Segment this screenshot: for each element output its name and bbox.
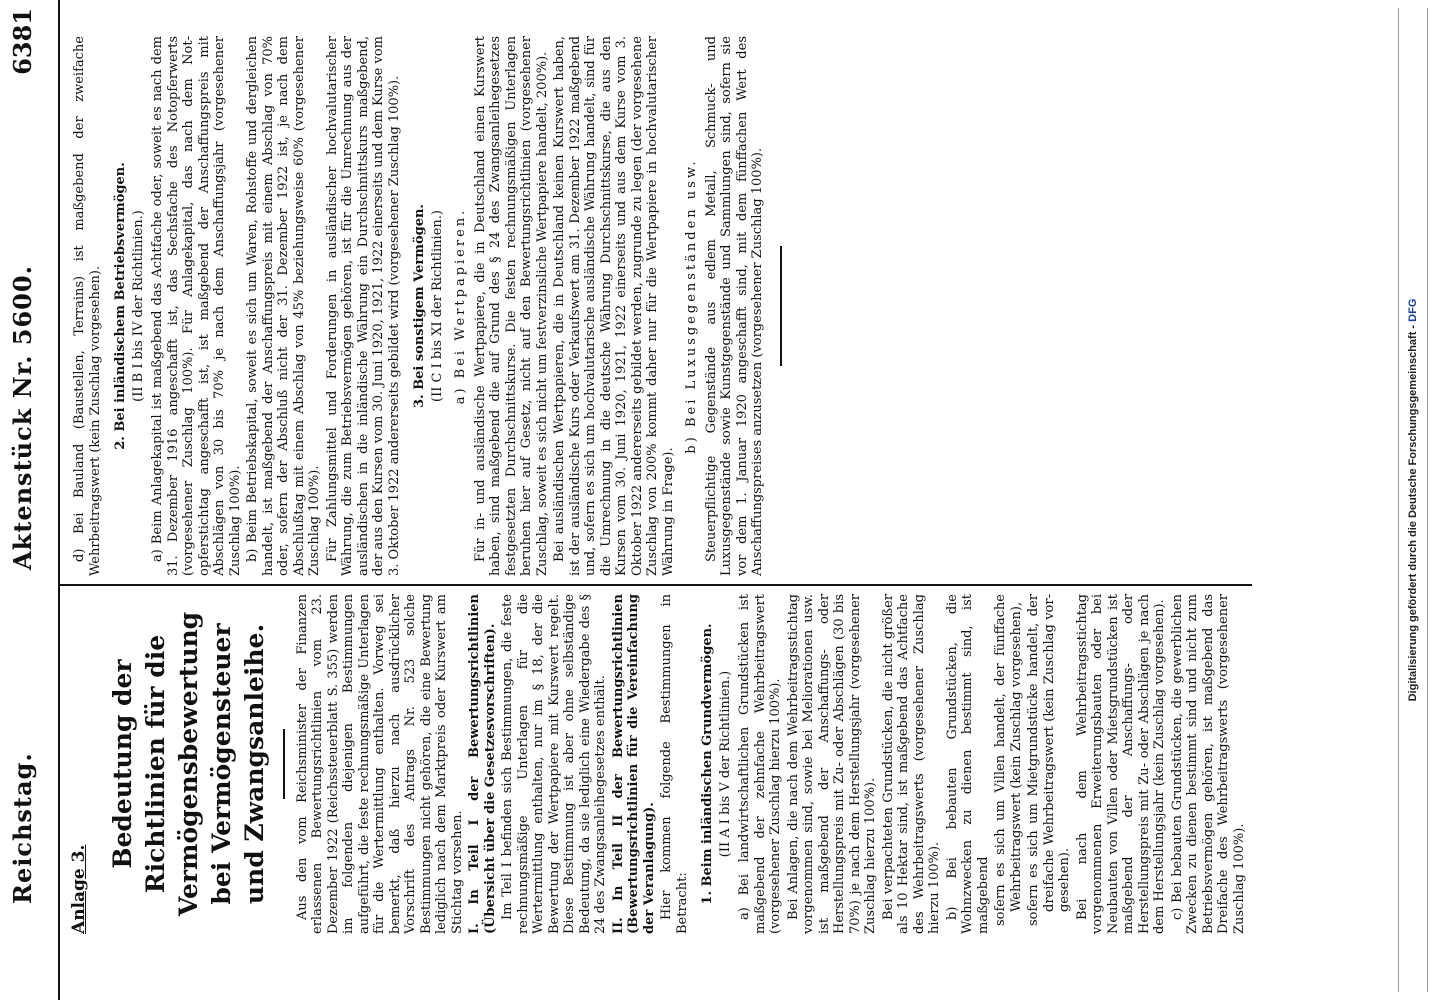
section-1-text: Im Teil I befinden sich Bestimmungen, die feste rechnungsmäßige Unterlagen für die Wertermittlung enthalten, nur im § 18, der die Bewertung der Wertpapiere mit Kurswert regelt. Diese Bestimmung ist aber ohne selbständige Bedeutung, da sie lediglich eine Wiedergabe des § 24 des Zwangsanleihegesetzes enthält. — [500, 594, 608, 934]
subsection-1-ref: (II A I bis V der Richtlinien.) — [717, 670, 733, 858]
subsection-2-heading: 2. Bei inländischem Betriebsvermögen. — [113, 162, 128, 450]
item-b-villas: sofern es sich um Villen handelt, der fünffache Wehrbeitragswert (kein Zuschlag vorgesehen), — [993, 594, 1024, 926]
section-2-heading: II. In Teil II der Bewertungsrichtlinien (Bewertungsrichtlinien für die Vereinfachung der Veranlagung). — [610, 594, 657, 934]
end-divider — [780, 246, 782, 366]
right-column — [72, 36, 796, 576]
column-divider — [60, 584, 1252, 586]
left-column — [69, 594, 1249, 934]
subsection-3-ref: (II C I bis XI der Richtlinien.) — [429, 210, 445, 402]
luxury-heading: b) Bei Luxusgegenständen usw. — [684, 158, 699, 454]
item-a-text: a) Bei landwirtschaftlichen Grundstücken ist maßgebend der zehnfache Wehrbeitragswert (vorgesehener Zuschlag hierzu 100%). — [737, 594, 783, 934]
subsection-2-ref: (II B I bis IV der Richtlinien.) — [130, 210, 146, 402]
annex-label: Anlage 3. — [69, 844, 89, 934]
securities-text: Für in- und ausländische Wertpapiere, die in Deutschland einen Kurswert haben, sind maßgebend die auf Grund des § 24 des Zwangsanleihegesetzes festgesetzten Durchschnittskurse. Die festen rechnungsmäßigen Unterlagen beruhen hier auf Gesetz, nicht auf den Bewertungsrichtlinien (vorgesehener Zuschlag, soweit es sich nicht um festverzinsliche Wertpapiere handelt, 200%). — [472, 36, 550, 576]
page-number: 6381 — [8, 8, 37, 75]
header-reichstag: Reichstag. — [8, 752, 37, 904]
luxury-text: Steuerpflichtige Gegenstände aus edlem Metall, Schmuck- und Luxusgegenstände sowie Kunstgegenstände und Sammlungen sind, sofern sie vor dem 1. Januar 1920 angeschafft sind, mit dem fünffachen Wert des Anschaffungspreises anzusetzen (vorgesehener Zuschlag 100%). — [703, 36, 765, 576]
section-2-intro: Hier kommen folgende Bestimmungen in Betracht: — [659, 594, 690, 934]
item-b-text-2: Bei nach dem Wehrbeitragsstichtag vorgenommenen Erweiterungsbauten oder bei Neubauten von Villen oder Mietsgrundstücken ist maßgebend der Anschaffungs- oder Herstellungspreis mit Zu- oder Abschlägen je nach dem Herstellungsjahr (kein Zuschlag vorgesehen). — [1074, 594, 1167, 934]
intro-paragraph: Aus den vom Reichsminister der Finanzen erlassenen Bewertungsrichtlinien vom 23. Dezember 1922 (Reichssteuerblatt S. 355) werden im folgenden diejenigen Bestimmungen aufgeführt, die feste rechnungsmäßige Unterlagen für die Wertermittlung enthalten. Vorweg sei bemerkt, daß hierzu nach ausdrücklicher Vorschrift des Antrags Nr. 523 solche Bestimmungen nicht gehören, die eine Bewertung lediglich nach dem Marktpreis oder Kurswert am Stichtag vorsehen. — [294, 594, 465, 934]
subsection-3-heading: 3. Bei sonstigem Vermögen. — [412, 204, 427, 408]
header-document-number: Aktenstück Nr. 5600. — [8, 265, 37, 570]
section-1-heading: I. In Teil I der Bewertungsrichtlinien (Übersicht über die Gesetzesvorschriften). — [467, 594, 498, 934]
credit-text: Digitalisierung gefördert durch die Deutsche Forschungsgemeinschaft - — [1407, 324, 1419, 702]
document-title: Bedeutung der Richtlinien für die Vermögensbewertung bei Vermögensteuer und Zwangsanleihe. — [107, 611, 269, 917]
dfg-logo: DFG — [1407, 298, 1419, 322]
securities-text-2: Bei ausländischen Wertpapieren, die in Deutschland keinen Kurswert haben, ist der ausländische Kurs oder Verkaufswert am 31. Dezember 1922 maßgebend und, sofern es sich um hochvalutarische ausländische Währung handelt, sind für die Umrechnung in die deutsche Währung Durchschnittskurse, die aus den Kursen vom 30. Juni 1920, 1921, 1922 einerseits und aus dem Kurse vom 3. Oktober 1922 andererseits gebildet werden, zugrunde zu legen (der vorgesehene Zuschlag von 200% kommt daher nur für die Wertpapiere in hochvalutarischer Währung in Frage). — [552, 36, 676, 576]
rotated-page — [2, 0, 1252, 1000]
digitization-credit — [1398, 8, 1428, 992]
business-b-text: b) Beim Betriebskapital, soweit es sich um Waren, Rohstoffe und dergleichen handelt, ist maßgebend der Anschaffungspreis mit einem Abschlag von 70% oder, sofern der Abschluß nicht der 31. Dezember 1922 ist, je nach dem Abschlußtag mit einem Abschlag von 45% beziehungsweise 60% (vorgesehener Zuschlag 100%). — [245, 36, 322, 576]
item-a-text-2: Bei Anlagen, die nach dem Wehrbeitragsstichtag vorgenommen sind, sowie bei Meliorationen usw. ist maßgebend der Anschaffungs- oder Herstellungspreis mit Zu- oder Abschlägen (30 bis 70%) je nach dem Herstellungsjahr (vorgesehener Zuschlag hierzu 100%). — [785, 594, 878, 934]
item-b-rentals: sofern es sich um Mietgrundstücke handelt, der dreifache Wehrbeitragswert (kein Zuschlag vorgesehen). — [1026, 594, 1072, 926]
item-d-text: d) Bei Bauland (Baustellen, Terrains) ist maßgebend der zweifache Wehrbeitragswert (kein Zuschlag vorgesehen). — [72, 36, 103, 576]
page-header — [2, 0, 60, 1000]
item-b-text: b) Bei bebauten Grundstücken, die Wohnzwecken zu dienen bestimmt sind, ist maßgebend — [944, 594, 991, 934]
item-a-text-3: Bei verpachteten Grundstücken, die nicht größer als 10 Hektar sind, ist maßgebend das Achtfache des Wehrbeitragswerts (vorgesehener Zuschlag hierzu 100%). — [880, 594, 942, 934]
business-a-text: a) Beim Anlagekapital ist maßgebend das Achtfache oder, soweit es nach dem 31. Dezember 1916 angeschafft ist, das Sechsfache des Notopferwerts (vorgesehener Zuschlag 100%). Für Anlagekapital, das nach dem Notopferstichtag angeschafft ist, ist maßgebend der Anschaffungspreis mit Abschlägen von 30 bis 70% je nach dem Anschaffungsjahr (vorgesehener Zuschlag 100%). — [150, 36, 243, 576]
title-divider — [283, 729, 285, 799]
subsection-1-heading: 1. Beim inländischen Grundvermögen. — [700, 623, 715, 905]
securities-heading: a) Bei Wertpapieren. — [453, 207, 468, 405]
business-c-text: Für Zahlungsmittel und Forderungen in ausländischer hochvalutarischer Währung, die zum Betriebsvermögen gehören, ist für die Umrechnung aus der ausländischen in die inländische Währung ein Durchschnittskurs maßgebend, der aus den Kursen vom 30. Juni 1920, 1921, 1922 einerseits und dem Kurse vom 3. Oktober 1922 andererseits gebildet wird (vorgesehener Zuschlag 100%). — [324, 36, 402, 576]
item-c-text: c) Bei bebauten Grundstücken, die gewerblichen Zwecken zu dienen bestimmt sind und nicht zum Betriebsvermögen gehören, ist maßgebend das Dreifache des Wehrbeitragswerts (vorgesehener Zuschlag 100%). — [1169, 594, 1247, 934]
